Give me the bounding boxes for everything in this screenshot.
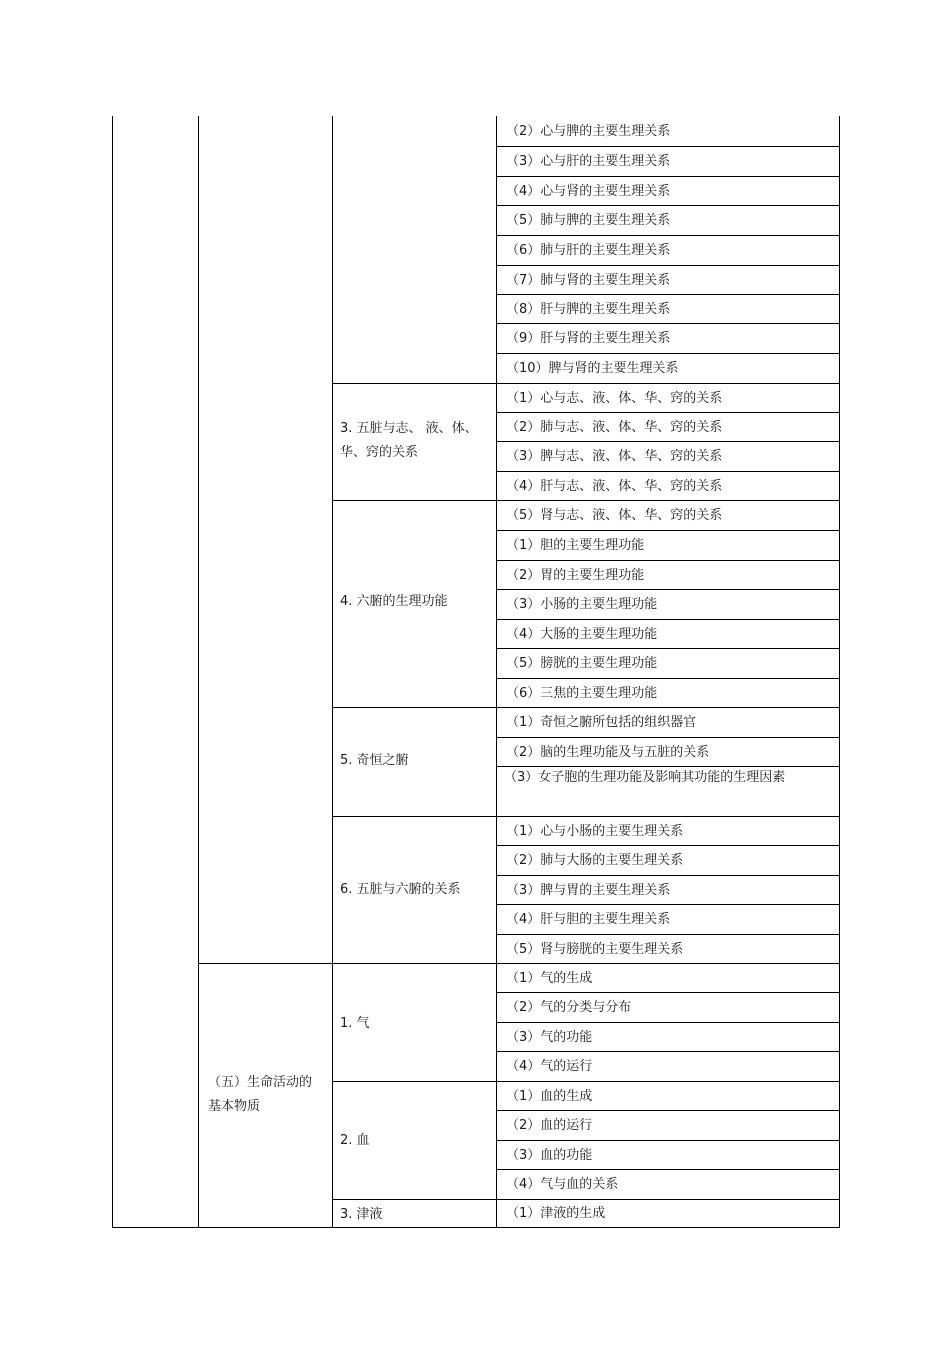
list-item: （2）气的分类与分布	[506, 1000, 632, 1015]
list-item: （3）脾与志、液、体、华、窍的关系	[506, 449, 723, 464]
list-item: （5）膀胱的主要生理功能	[506, 656, 658, 671]
list-item: （6）肺与肝的主要生理关系	[506, 243, 671, 258]
list-item: （1）奇恒之腑所包括的组织器官	[506, 715, 697, 730]
list-item: （8）肝与脾的主要生理关系	[506, 301, 671, 317]
topic-row-border	[332, 500, 497, 501]
item-row-border	[496, 992, 840, 993]
item-row-border	[496, 294, 840, 295]
list-item: （1）胆的主要生理功能	[506, 538, 645, 553]
topic-row-border	[332, 1199, 497, 1200]
item-row-border	[496, 1022, 840, 1023]
item-row-border	[496, 323, 840, 324]
list-item: （4）肝与志、液、体、华、窍的关系	[506, 478, 723, 494]
list-item: （5）肾与志、液、体、华、窍的关系	[506, 508, 723, 523]
section-row-border	[198, 963, 333, 964]
column-1-border	[198, 116, 199, 1228]
list-item: （3）血的功能	[506, 1147, 593, 1163]
topic-row-border	[332, 816, 497, 817]
list-item: （4）气的运行	[506, 1059, 593, 1074]
list-item: （2）肺与志、液、体、华、窍的关系	[506, 419, 723, 435]
list-item: （2）脑的生理功能及与五脏的关系	[506, 744, 710, 760]
topic-row-border	[332, 1081, 497, 1082]
topic-label: 2. 血	[340, 1133, 370, 1148]
item-row-border	[496, 471, 840, 472]
item-row-border	[496, 934, 840, 935]
topic-row-border	[332, 963, 497, 964]
list-item: （3）脾与胃的主要生理关系	[506, 882, 671, 898]
topic-row-border	[332, 1227, 497, 1228]
item-row-border	[496, 648, 840, 649]
topic-label: 3. 五脏与志、 液、体、华、窍的关系	[340, 421, 478, 460]
item-row-border	[496, 619, 840, 620]
item-row-border	[496, 816, 840, 817]
topic-label: 5. 奇恒之腑	[340, 753, 409, 768]
item-row-border	[496, 383, 840, 384]
column-2-border	[332, 116, 333, 1228]
item-row-border	[496, 353, 840, 354]
item-row-border	[496, 589, 840, 590]
list-item: （4）心与肾的主要生理关系	[506, 183, 671, 199]
list-item: （4）肝与胆的主要生理关系	[506, 912, 671, 927]
list-item: （5）肾与膀胱的主要生理关系	[506, 941, 684, 957]
list-item: （1）津液的生成	[506, 1206, 606, 1221]
item-row-border	[496, 845, 840, 846]
list-item: （2）肺与大肠的主要生理关系	[506, 853, 684, 868]
list-item: （3）女子胞的生理功能及影响其功能的生理因素	[504, 770, 786, 785]
item-row-border	[496, 235, 840, 236]
list-item: （3）心与肝的主要生理关系	[506, 154, 671, 169]
item-row-border	[496, 560, 840, 561]
item-row-border	[496, 530, 840, 531]
column-3-border	[496, 116, 497, 1228]
item-row-border	[496, 1110, 840, 1111]
topic-label: 3. 津液	[340, 1207, 383, 1222]
list-item: （9）肝与肾的主要生理关系	[506, 331, 671, 346]
topic-row-border	[332, 383, 497, 384]
item-row-border	[496, 1169, 840, 1170]
item-row-border	[496, 1081, 840, 1082]
list-item: （1）心与志、液、体、华、窍的关系	[506, 390, 723, 406]
topic-row-border	[332, 707, 497, 708]
section-label: （五）生命活动的基本物质	[208, 1075, 313, 1114]
list-item: （6）三焦的主要生理功能	[506, 685, 658, 701]
item-row-border	[496, 500, 840, 501]
item-row-border	[496, 1051, 840, 1052]
list-item: （5）肺与脾的主要生理关系	[506, 213, 671, 228]
item-row-border	[496, 412, 840, 413]
table-left-border	[112, 116, 113, 1228]
item-row-border	[496, 875, 840, 876]
list-item: （7）肺与肾的主要生理关系	[506, 272, 671, 288]
list-item: （2）血的运行	[506, 1118, 593, 1133]
list-item: （4）大肠的主要生理功能	[506, 626, 658, 642]
item-row-border	[496, 1199, 840, 1200]
list-item: （2）心与脾的主要生理关系	[506, 124, 671, 139]
list-item: （2）胃的主要生理功能	[506, 567, 645, 583]
item-row-border	[496, 963, 840, 964]
list-item: （4）气与血的关系	[506, 1177, 619, 1192]
item-row-border	[496, 904, 840, 905]
item-row-border	[496, 1140, 840, 1141]
list-item: （10）脾与肾的主要生理关系	[506, 361, 679, 376]
item-row-border	[496, 176, 840, 177]
item-row-border	[496, 441, 840, 442]
item-row-border	[496, 678, 840, 679]
topic-label: 1. 气	[340, 1016, 370, 1031]
item-row-border	[496, 146, 840, 147]
item-row-border	[496, 1227, 840, 1228]
list-item: （1）心与小肠的主要生理关系	[506, 823, 684, 839]
item-row-border	[496, 205, 840, 206]
list-item: （3）气的功能	[506, 1029, 593, 1045]
list-item: （3）小肠的主要生理功能	[506, 597, 658, 612]
list-item: （1）血的生成	[506, 1088, 593, 1104]
table-right-border	[839, 116, 840, 1228]
item-row-border	[496, 265, 840, 266]
list-item: （1）气的生成	[506, 970, 593, 986]
topic-label: 4. 六腑的生理功能	[340, 594, 448, 609]
item-row-border	[496, 737, 840, 738]
topic-label: 6. 五脏与六腑的关系	[340, 882, 461, 897]
item-row-border	[496, 707, 840, 708]
